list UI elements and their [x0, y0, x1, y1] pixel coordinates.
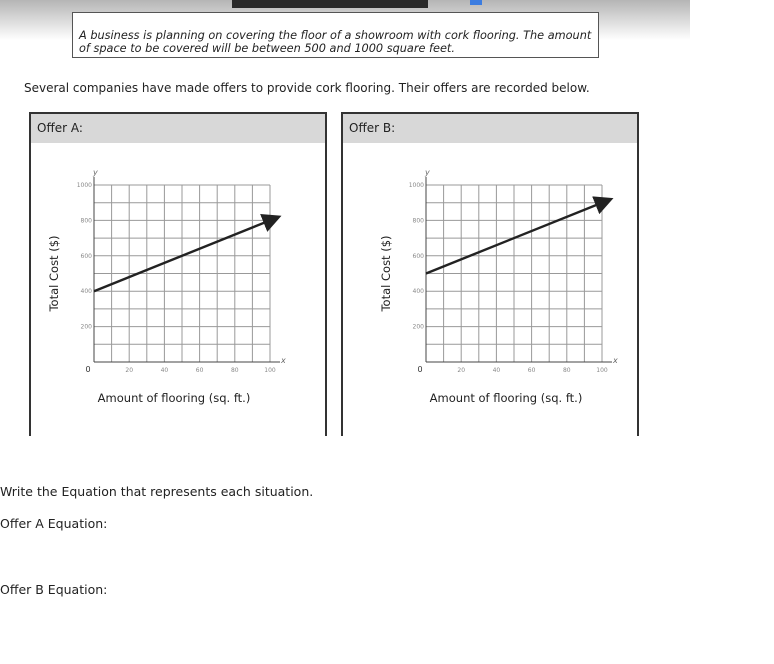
x-tick-label: 100 [596, 367, 608, 374]
offer-b-panel [341, 112, 639, 436]
y-axis-label: Total Cost ($) [47, 235, 61, 312]
x-tick-label: 20 [457, 367, 466, 374]
x-axis-label: Amount of flooring (sq. ft.) [97, 391, 251, 405]
offer-a-panel [29, 112, 327, 436]
y-tick-label: 1000 [408, 182, 424, 189]
y-tick-label: 400 [80, 288, 92, 296]
x-tick-label: 0 [85, 365, 91, 374]
series-line [94, 218, 277, 292]
intro-text: Several companies have made offers to provide cork flooring. Their offers are recorded below. [24, 81, 590, 95]
x-tick-label: 60 [527, 367, 536, 374]
series-line [426, 200, 609, 274]
problem-box [72, 12, 599, 58]
offer-a-chart [31, 145, 325, 436]
y-tick-label: 600 [80, 252, 92, 260]
y-tick-label: 1000 [76, 182, 92, 189]
y-axis-letter: y [93, 168, 98, 177]
x-tick-label: 100 [264, 367, 276, 374]
x-tick-label: 80 [562, 367, 571, 374]
offer-b-title: Offer B: [343, 114, 637, 143]
x-tick-label: 80 [230, 367, 239, 374]
x-tick-label: 40 [492, 367, 501, 374]
instruction-text: Write the Equation that represents each situation. [0, 484, 314, 499]
y-axis-label: Total Cost ($) [379, 235, 393, 312]
problem-text: A business is planning on covering the floor of a showroom with cork flooring. The amount of space to be covered will be between 500 and 1000 square feet. [79, 29, 592, 55]
video-controls-bar [232, 0, 428, 8]
y-tick-label: 200 [80, 323, 92, 331]
x-tick-label: 20 [125, 367, 134, 374]
y-tick-label: 200 [412, 323, 424, 331]
x-tick-label: 40 [160, 367, 169, 374]
x-tick-label: 60 [195, 367, 204, 374]
y-axis-letter: y [425, 168, 430, 177]
x-axis-letter: x [281, 356, 286, 365]
offer-a-title: Offer A: [31, 114, 325, 143]
x-axis-letter: x [613, 356, 618, 365]
y-tick-label: 800 [412, 217, 424, 225]
offer-b-chart [343, 145, 641, 436]
x-tick-label: 0 [417, 365, 423, 374]
y-tick-label: 800 [80, 217, 92, 225]
app-icon [470, 0, 482, 5]
y-tick-label: 600 [412, 252, 424, 260]
offer-b-equation-label: Offer B Equation: [0, 582, 108, 597]
y-tick-label: 400 [412, 288, 424, 296]
x-axis-label: Amount of flooring (sq. ft.) [429, 391, 583, 405]
offer-a-equation-label: Offer A Equation: [0, 516, 108, 531]
